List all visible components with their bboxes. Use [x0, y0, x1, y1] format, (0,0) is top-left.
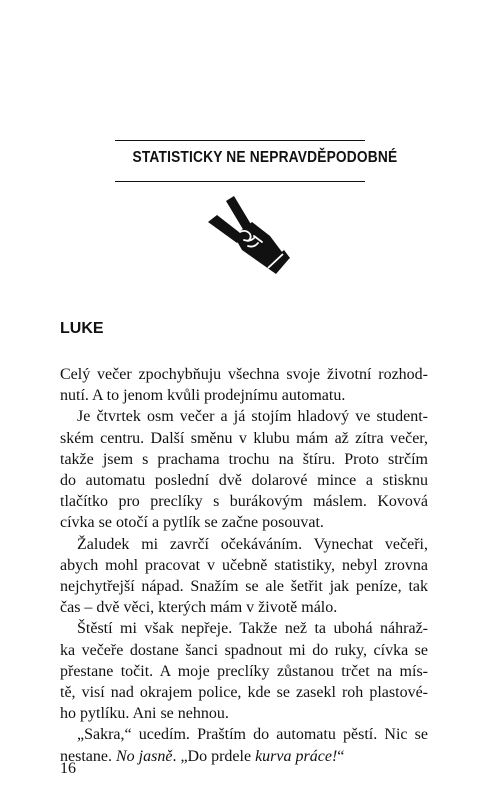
text-line: čas – dvě věci, kterých mám v životě málo.	[60, 599, 338, 617]
text-line: ho pytlíku. Ani se nehnou.	[60, 705, 229, 723]
page-number: 16	[60, 760, 76, 777]
text-line: Žaludek mi zavrčí očekáváním. Vynechat večeři,	[77, 535, 428, 553]
text-fragment: . „Do prdele	[172, 747, 256, 765]
text-line: Štěstí mi však nepřeje. Takže než ta ubohá náhraž-	[77, 620, 428, 638]
text-line: do automatu poslední dvě dolarové mince a stisknu	[60, 472, 428, 490]
pov-name: LUKE	[60, 320, 104, 337]
text-line-last	[60, 746, 428, 767]
chapter-body	[60, 364, 428, 767]
text-line: abych mohl pracovat v učebně statistiky, nebyl zrovna	[60, 556, 428, 574]
text-line: ka večeře dostane šanci spadnout mi do ruky, cívka se	[60, 641, 428, 659]
text-fragment: “	[337, 747, 345, 765]
title-rule-bottom	[115, 181, 365, 182]
chapter-title: STATISTICKY NE NEPRAVDĚPODOBNÉ	[132, 149, 398, 166]
text-fragment: nestane.	[60, 747, 116, 765]
text-line: cívka se otočí a pytlík se začne posouvat.	[60, 514, 324, 532]
text-line: „Sakra,“ ucedím. Praštím do automatu pěstí. Nic se	[77, 726, 428, 744]
rock-hand-icon	[204, 196, 290, 276]
text-line: nejchytřejší nápad. Snažím se ale šetřit jak peníze, tak	[60, 578, 428, 596]
title-rule-top	[115, 140, 365, 141]
italic-fragment: kurva práce!	[255, 747, 338, 765]
text-line: tě, visí nad okrajem police, kde se zasekl roh plastové-	[60, 684, 428, 702]
text-line: nutí. A to jenom kvůli prodejnímu automatu.	[60, 387, 346, 405]
text-line: tlačítko pro preclíky s burákovým máslem. Kovová	[60, 493, 428, 511]
text-line: ském centru. Další směnu v klubu mám až zítra večer,	[60, 429, 428, 447]
text-line: přestane točit. A moje preclíky zůstanou trčet na mís-	[60, 662, 428, 680]
text-line: Je čtvrtek osm večer a já stojím hladový ve student-	[77, 408, 428, 426]
italic-fragment: No jasně	[115, 747, 173, 765]
text-line: Celý večer zpochybňuju všechna svoje životní rozhod-	[60, 366, 428, 383]
text-line: takže jsem s prachama trochu na štíru. Proto strčím	[60, 450, 428, 468]
